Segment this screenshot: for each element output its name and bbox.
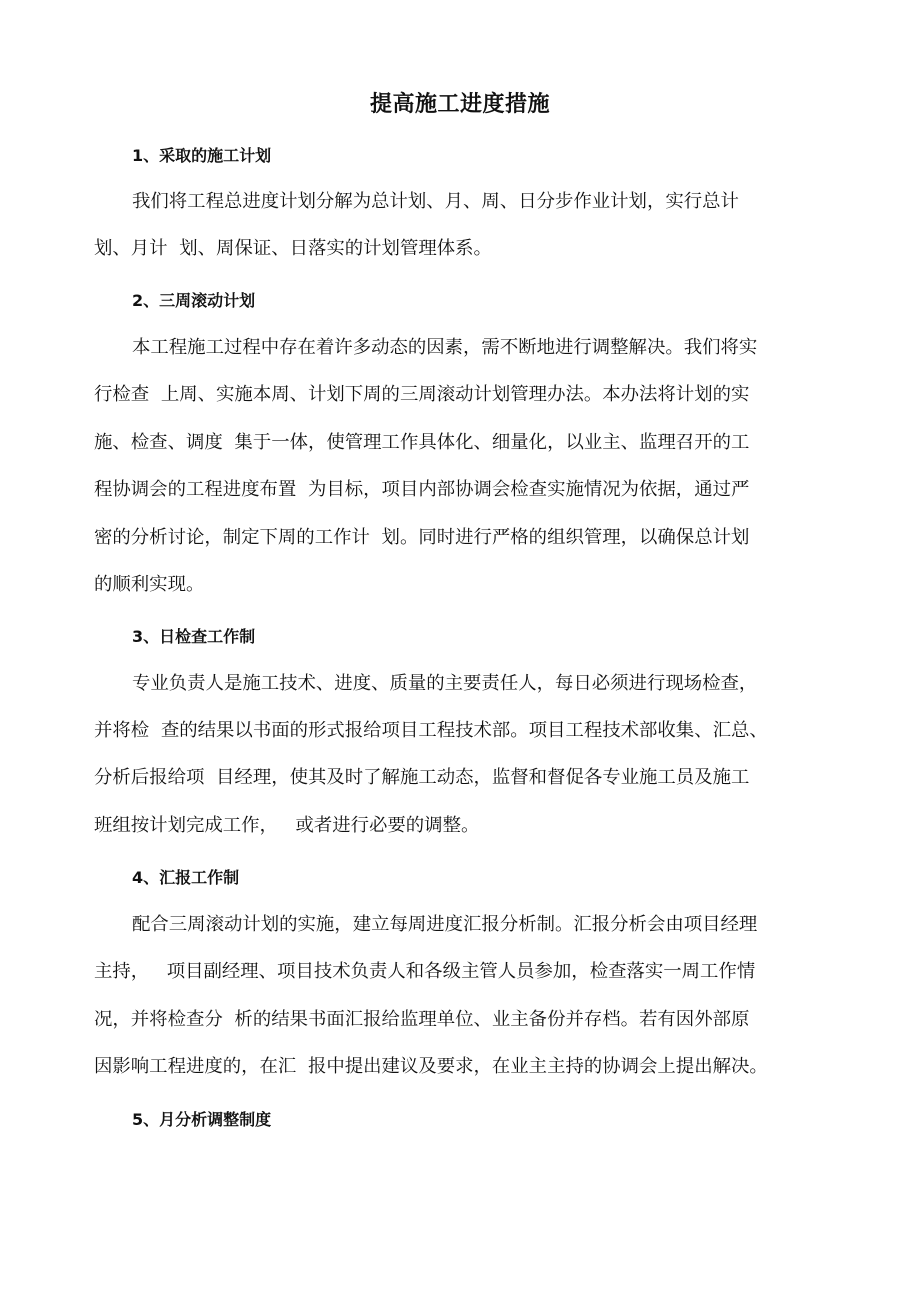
paragraph-line: 的顺利实现。: [94, 574, 205, 595]
paragraph-line: 施、检查、调度 集于一体，使管理工作具体化、细量化，以业主、监理召开的工: [94, 432, 750, 453]
paragraph-line: 主持， 项目副经理、项目技术负责人和各级主管人员参加，检查落实一周工作情: [94, 961, 756, 982]
paragraph-line: 行检查 上周、实施本周、计划下周的三周滚动计划管理办法。本办法将计划的实: [94, 384, 750, 405]
paragraph-line: 况，并将检查分 析的结果书面汇报给监理单位、业主备份并存档。若有因外部原: [94, 1009, 750, 1030]
paragraph-line: 配合三周滚动计划的实施，建立每周进度汇报分析制。汇报分析会由项目经理: [132, 914, 758, 935]
section-heading: 1、采取的施工计划: [132, 146, 272, 165]
paragraph-line: 本工程施工过程中存在着许多动态的因素，需不断地进行调整解决。我们将实: [132, 337, 758, 358]
paragraph-line: 程协调会的工程进度布置 为目标，项目内部协调会检查实施情况为依据，通过严: [94, 479, 750, 500]
paragraph-line: 班组按计划完成工作， 或者进行必要的调整。: [94, 815, 480, 836]
paragraph-line: 专业负责人是施工技术、进度、质量的主要责任人，每日必须进行现场检查，: [132, 673, 758, 694]
paragraph-line: 我们将工程总进度计划分解为总计划、月、周、日分步作业计划，实行总计: [132, 191, 739, 212]
section-heading: 2、三周滚动计划: [132, 291, 256, 310]
section-heading: 5、月分析调整制度: [132, 1110, 272, 1129]
section-heading: 4、汇报工作制: [132, 868, 240, 887]
document-title: 提高施工进度措施: [369, 92, 550, 117]
section-heading: 3、日检查工作制: [132, 627, 256, 646]
paragraph-line: 分析后报给项 目经理，使其及时了解施工动态，监督和督促各专业施工员及施工: [94, 767, 750, 788]
paragraph-line: 并将检 查的结果以书面的形式报给项目工程技术部。项目工程技术部收集、汇总、: [94, 720, 768, 741]
paragraph-line: 因影响工程进度的，在汇 报中提出建议及要求，在业主主持的协调会上提出解决。: [94, 1056, 768, 1077]
paragraph-line: 划、月计 划、周保证、日落实的计划管理体系。: [94, 238, 492, 259]
paragraph-line: 密的分析讨论，制定下周的工作计 划。同时进行严格的组织管理，以确保总计划: [94, 527, 750, 548]
